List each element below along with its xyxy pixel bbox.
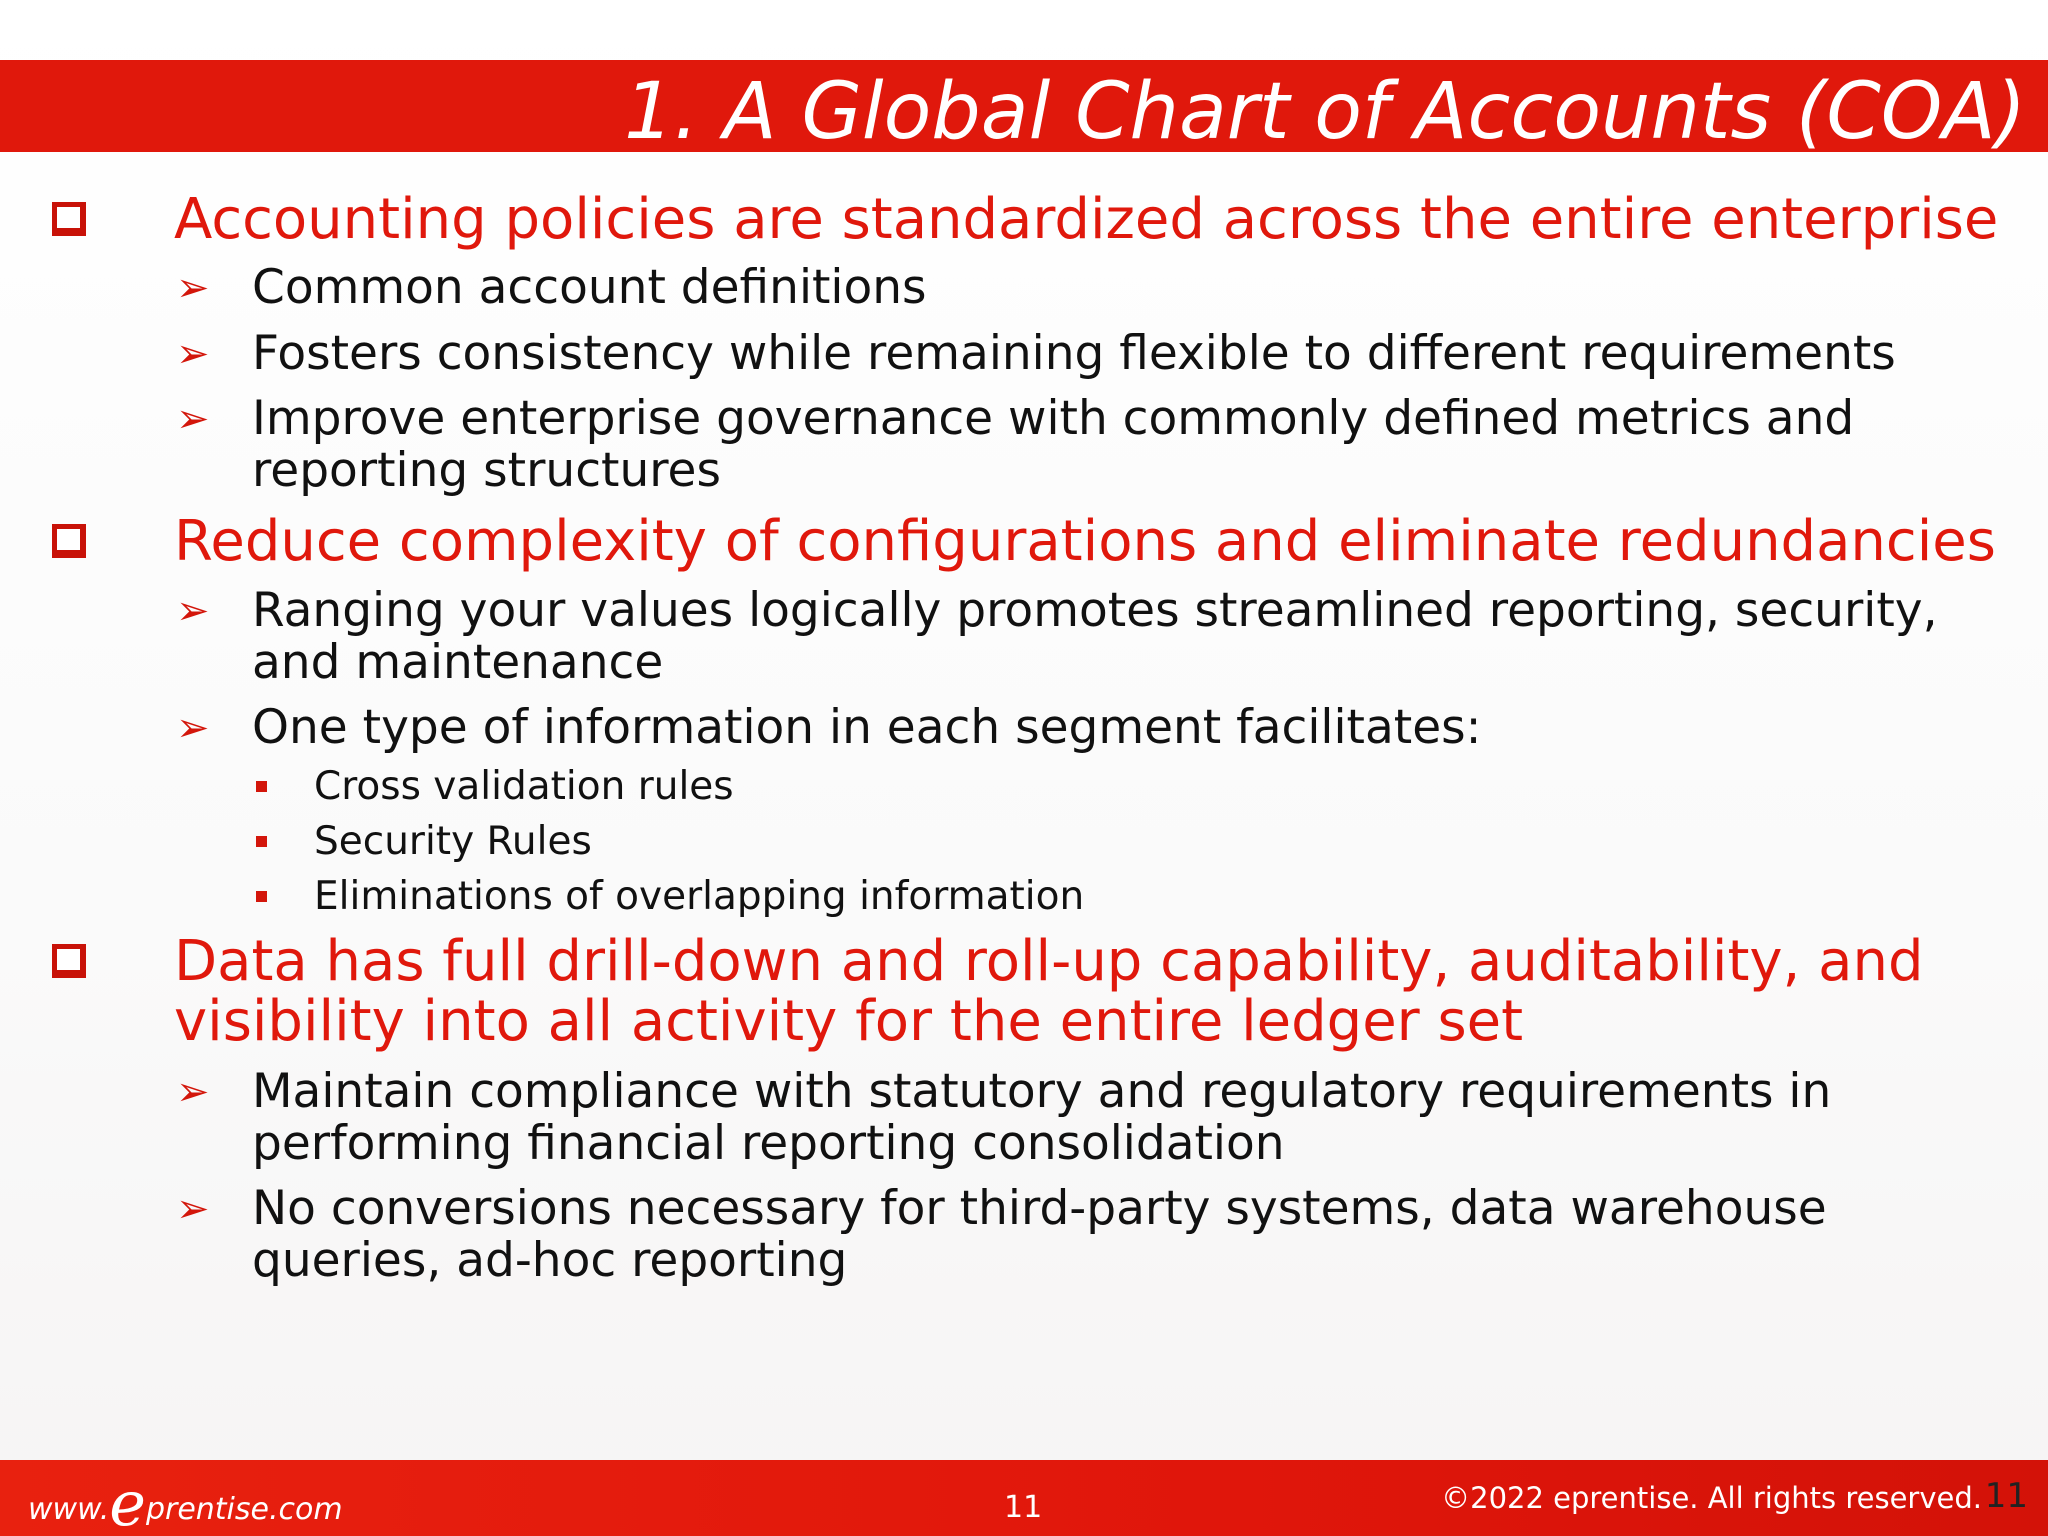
square-bullet-icon xyxy=(256,836,267,847)
sub-bullet-text: Eliminations of overlapping information xyxy=(314,874,1085,919)
bullet-text: Common account definitions xyxy=(252,260,927,315)
bullet-text: No conversions necessary for third-party systems, data warehouse xyxy=(252,1181,1827,1236)
logo-suffix: prentise.com xyxy=(145,1492,343,1527)
arrow-bullet-icon: ➢ xyxy=(176,588,210,634)
checkbox-bullet-icon xyxy=(52,202,86,236)
square-bullet-icon xyxy=(256,781,267,792)
bullet-text-continued: performing financial reporting consolidation xyxy=(252,1116,1285,1171)
arrow-bullet-icon: ➢ xyxy=(176,1186,210,1232)
section-heading xyxy=(174,509,2014,574)
bullet-text: Maintain compliance with statutory and regulatory requirements in xyxy=(252,1064,1832,1119)
checkbox-bullet-icon xyxy=(52,524,86,558)
section-heading xyxy=(174,929,2014,994)
page-number: 11 xyxy=(1004,1490,1043,1525)
logo-prefix: www. xyxy=(28,1492,110,1527)
bullet-text: Improve enterprise governance with commonly defined metrics and xyxy=(252,391,1855,446)
logo-e: e xyxy=(109,1467,146,1536)
square-bullet-icon xyxy=(256,891,267,902)
bullet-text-continued: queries, ad-hoc reporting xyxy=(252,1233,848,1288)
slide-number: 11 xyxy=(1984,1476,2028,1516)
arrow-bullet-icon: ➢ xyxy=(176,331,210,377)
bullet-text-continued: and maintenance xyxy=(252,635,664,690)
copyright-notice: ©2022 eprentise. All rights reserved. xyxy=(1441,1481,1982,1515)
sub-bullet-item xyxy=(314,875,2014,919)
bullet-text: Ranging your values logically promotes streamlined reporting, security, xyxy=(252,583,1938,638)
sub-bullet-text: Security Rules xyxy=(314,819,592,864)
bullet-text-continued: reporting structures xyxy=(252,443,721,498)
section-heading-text: Reduce complexity of configurations and eliminate redundancies xyxy=(174,509,1996,574)
bullet-item xyxy=(176,260,2012,315)
bullet-text: One type of information in each segment facilitates: xyxy=(252,700,1482,755)
section-heading-text: Accounting policies are standardized across the entire enterprise xyxy=(174,187,1999,252)
section-heading-text: Data has full drill-down and roll-up capability, auditability, and xyxy=(174,929,1924,994)
sub-bullet-item xyxy=(314,765,2014,809)
sub-bullet-text: Cross validation rules xyxy=(314,764,734,809)
section-heading xyxy=(174,187,2014,252)
bullet-item xyxy=(176,326,2012,381)
arrow-bullet-icon: ➢ xyxy=(176,265,210,311)
eprentise-logo[interactable] xyxy=(28,1467,343,1536)
arrow-bullet-icon: ➢ xyxy=(176,705,210,751)
bullet-item xyxy=(176,583,2012,638)
slide-title: 1. A Global Chart of Accounts (COA) xyxy=(624,67,2026,157)
bullet-item xyxy=(176,1064,2012,1119)
arrow-bullet-icon: ➢ xyxy=(176,1069,210,1115)
bullet-item xyxy=(176,700,2012,755)
arrow-bullet-icon: ➢ xyxy=(176,396,210,442)
section-heading-continued: visibility into all activity for the entire ledger set xyxy=(174,989,1524,1054)
bullet-item xyxy=(176,391,2012,446)
bullet-text: Fosters consistency while remaining flexible to different requirements xyxy=(252,326,1896,381)
bullet-item xyxy=(176,1181,2012,1236)
checkbox-bullet-icon xyxy=(52,944,86,978)
sub-bullet-item xyxy=(314,820,2014,864)
